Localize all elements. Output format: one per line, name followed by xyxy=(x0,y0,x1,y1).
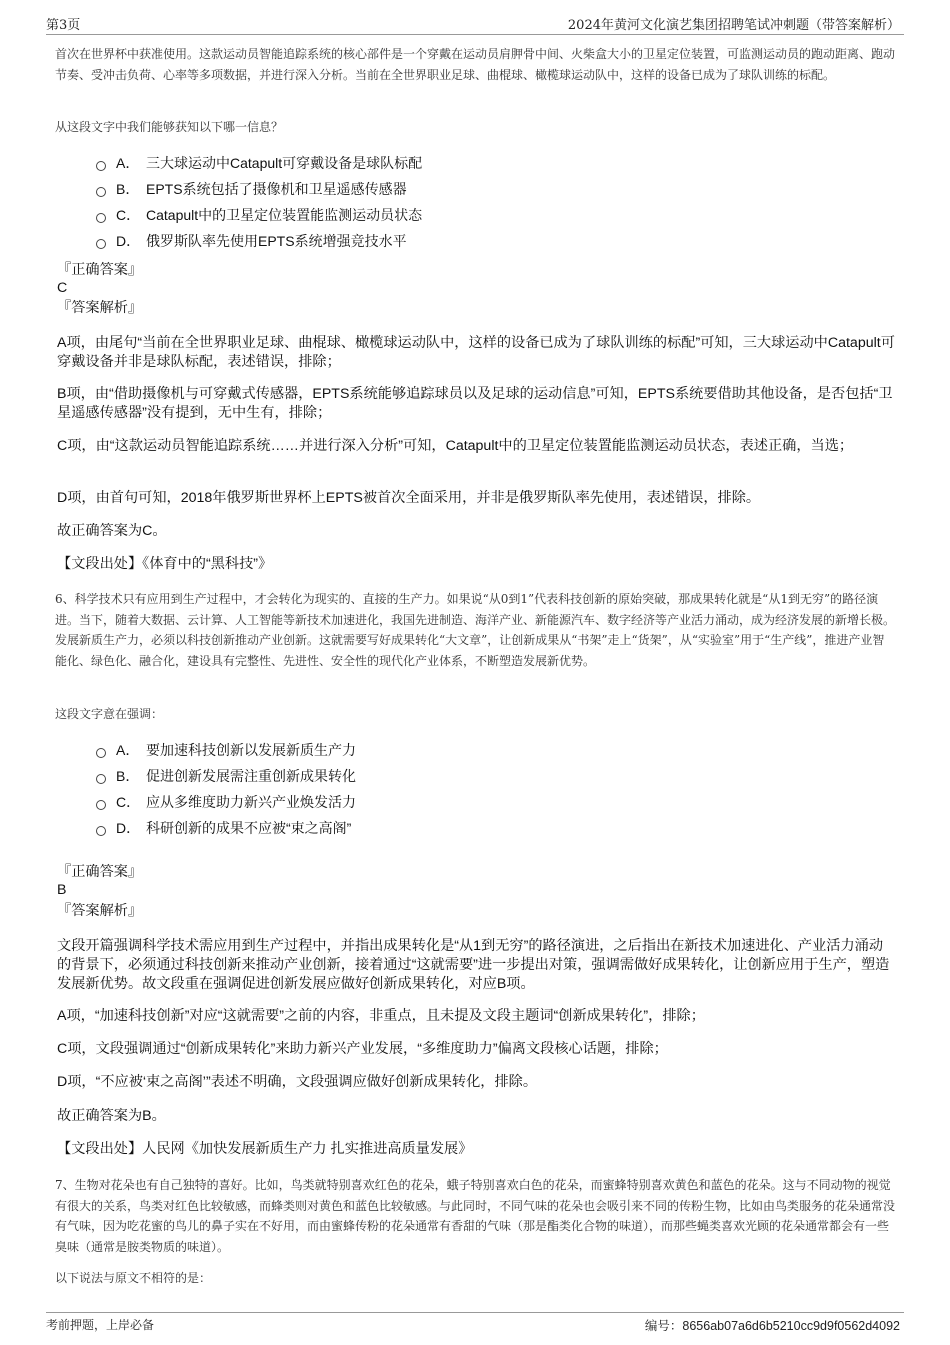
page-number: 第3页 xyxy=(46,18,81,33)
q5-analysis-a: A项，由尾句“当前在全世界职业足球、曲棍球、橄榄球运动队中，这样的设备已成为了球队训练的标配”可知，三大球运动中Catapult可穿戴设备并非是球队标配，表述错误，排除； xyxy=(57,335,895,370)
q5-analysis-d: D项，由首句可知，2018年俄罗斯世界杯上EPTS被首次全面采用，并非是俄罗斯队率先使用，表述错误，排除。 xyxy=(57,490,761,506)
page-footer xyxy=(46,1312,904,1333)
document-title: 2024年黄河文化演艺集团招聘笔试冲刺题（带答案解析） xyxy=(567,18,900,33)
q5-analysis-label: 『答案解析』 xyxy=(57,300,143,316)
q5-option-d[interactable]: D． 俄罗斯队率先使用EPTS系统增强竞技水平 xyxy=(96,231,407,251)
q5-answer-label: 『正确答案』 xyxy=(57,262,143,278)
radio-icon[interactable] xyxy=(96,161,106,171)
q5-option-c[interactable]: C． Catapult中的卫星定位装置能监测运动员状态 xyxy=(96,205,422,225)
q6-answer-label: 『正确答案』 xyxy=(57,864,143,880)
q5-passage: 首次在世界杯中获准使用。这款运动员智能追踪系统的核心部件是一个穿戴在运动员肩胛骨中间、火柴盒大小的卫星定位装置，可监测运动员的跑动距离、跑动节奏、受冲击负荷、心率等多项数据，并进行深入分析。当前在全世界职业足球、曲棍球、橄榄球运动队中，这样的设备已成为了球队训练的标配。 xyxy=(55,47,896,82)
q6-conclusion: 故正确答案为B。 xyxy=(57,1108,166,1124)
page-header xyxy=(46,12,904,35)
radio-icon[interactable] xyxy=(96,826,106,836)
q6-source: 【文段出处】人民网《加快发展新质生产力 扎实推进高质量发展》 xyxy=(57,1141,473,1157)
q5-conclusion: 故正确答案为C。 xyxy=(57,523,167,539)
q5-option-a[interactable]: A． 三大球运动中Catapult可穿戴设备是球队标配 xyxy=(96,153,422,173)
q6-analysis-label: 『答案解析』 xyxy=(57,903,143,919)
q6-option-b[interactable]: B． 促进创新发展需注重创新成果转化 xyxy=(96,766,356,786)
document-id: 编号：8656ab07a6d6b5210cc9d9f0562d4092 xyxy=(644,1319,900,1333)
q6-option-c[interactable]: C． 应从多维度助力新兴产业焕发活力 xyxy=(96,792,356,812)
q6-analysis-c: C项，文段强调通过“创新成果转化”来助力新兴产业发展，“多维度助力”偏离文段核心话题，排除； xyxy=(57,1041,668,1057)
q5-option-b[interactable]: B． EPTS系统包括了摄像机和卫星遥感传感器 xyxy=(96,179,407,199)
q7-passage: 7、生物对花朵也有自己独特的喜好。比如，鸟类就特别喜欢红色的花朵，蛾子特别喜欢白色的花朵，而蜜蜂特别喜欢黄色和蓝色的花朵。这与不同动物的视觉有很大的关系，鸟类对红色比较敏感，而蜂类则对黄色和蓝色比较敏感。与此同时，不同气味的花朵也会吸引来不同的传粉生物，比如由鸟类服务的花朵通常没有气味，因为吃花蜜的鸟儿的鼻子实在不好用，而由蜜蜂传粉的花朵通常有香甜的气味（那是酯类化合物的味道），而那些蝇类喜欢光顾的花朵通常都会有一些臭味（通常是胺类物质的味道）。 xyxy=(55,1178,896,1254)
q6-analysis-main: 文段开篇强调科学技术需应用到生产过程中，并指出成果转化是“从1到无穷”的路径演进，之后指出在新技术加速进化、产业活力涌动的背景下，必须通过科技创新来推动产业创新，接着通过“这就需要”进一步提出对策，强调需做好成果转化，让创新应用于生产，塑造发展新优势。故文段重在强调促进创新发展应做好创新成果转化，对应B项。 xyxy=(57,938,890,992)
q6-option-d[interactable]: D． 科研创新的成果不应被“束之高阁” xyxy=(96,818,351,838)
q6-analysis-d: D项，“不应被‘束之高阁’”表述不明确，文段强调应做好创新成果转化，排除。 xyxy=(57,1074,538,1090)
q5-answer: C xyxy=(57,280,68,296)
q6-question: 这段文字意在强调： xyxy=(55,707,164,721)
q6-passage: 6、科学技术只有应用到生产过程中，才会转化为现实的、直接的生产力。如果说“从0到1”代表科技创新的原始突破，那成果转化就是“从1到无穷”的路径演进。当下，随着大数据、云计算、人工智能等新技术加速进化，我国先进制造、海洋产业、新能源汽车、数字经济等产业活力涌动，成为经济发展的新增长极。发展新质生产力，必须以科技创新推动产业创新。这就需要写好成果转化“大文章”，让创新成果从“书架”走上“货架”，从“实验室”用于“生产线”，推进产业智能化、绿色化、融合化，建设具有完整性、先进性、安全性的现代化产业体系，不断塑造发展新优势。 xyxy=(55,592,896,668)
q5-analysis-c: C项，由“这款运动员智能追踪系统……并进行深入分析”可知，Catapult中的卫星定位装置能监测运动员状态，表述正确，当选； xyxy=(57,438,854,454)
radio-icon[interactable] xyxy=(96,239,106,249)
q6-option-a[interactable]: A． 要加速科技创新以发展新质生产力 xyxy=(96,740,356,760)
radio-icon[interactable] xyxy=(96,748,106,758)
q5-question: 从这段文字中我们能够获知以下哪一信息？ xyxy=(55,120,284,134)
q6-analysis-a: A项，“加速科技创新”对应“这就需要”之前的内容，非重点，且未提及文段主题词“创新成果转化”，排除； xyxy=(57,1008,705,1024)
q5-analysis-b: B项，由“借助摄像机与可穿戴式传感器，EPTS系统能够追踪球员以及足球的运动信息”可知，EPTS系统要借助其他设备，是否包括“卫星遥感传感器”没有提到，无中生有，排除； xyxy=(57,386,893,421)
radio-icon[interactable] xyxy=(96,187,106,197)
radio-icon[interactable] xyxy=(96,213,106,223)
q6-answer: B xyxy=(57,882,67,898)
q5-source: 【文段出处】《体育中的“黑科技”》 xyxy=(57,556,273,572)
footer-slogan: 考前押题，上岸必备 xyxy=(46,1318,155,1332)
radio-icon[interactable] xyxy=(96,774,106,784)
radio-icon[interactable] xyxy=(96,800,106,810)
q7-question: 以下说法与原文不相符的是： xyxy=(55,1271,212,1285)
